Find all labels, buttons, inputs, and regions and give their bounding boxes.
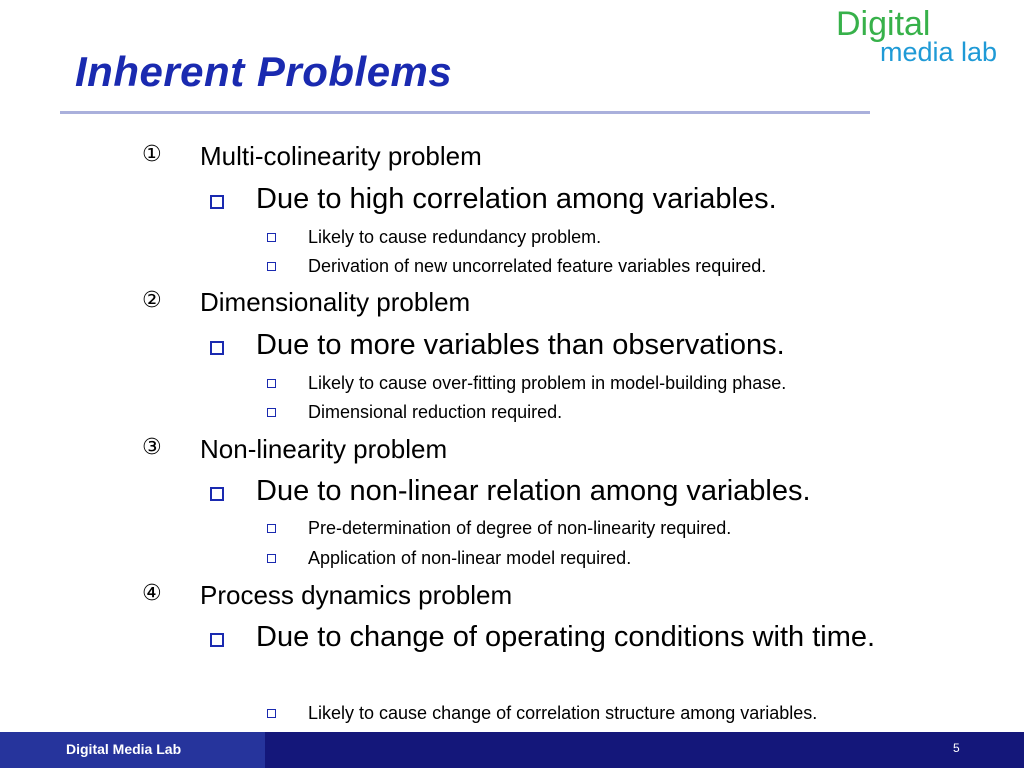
- digital-media-lab-logo: [836, 5, 1020, 65]
- problem-number-4: ④: [142, 581, 162, 606]
- square-bullet-icon: [267, 408, 276, 417]
- square-bullet-icon: [267, 262, 276, 271]
- problem-number-2: ②: [142, 288, 162, 313]
- footer-label-box: [0, 732, 265, 768]
- square-bullet-icon: [210, 195, 224, 209]
- problem-number-3: ③: [142, 435, 162, 460]
- page-number: 5: [953, 741, 960, 755]
- square-bullet-icon: [210, 341, 224, 355]
- square-bullet-icon: [267, 709, 276, 718]
- problem-label-2: Dimensionality problem: [200, 287, 471, 317]
- logo-line-1: Digital: [836, 5, 931, 43]
- problem-label-1: Multi-colinearity problem: [200, 141, 482, 171]
- footer-label: Digital Media Lab: [66, 741, 182, 757]
- square-bullet-icon: [267, 554, 276, 563]
- slide-footer: [0, 732, 1024, 768]
- title-divider: [60, 111, 870, 114]
- logo-line-2: media lab: [880, 37, 998, 67]
- problem-label-4: Process dynamics problem: [200, 580, 513, 610]
- square-bullet-icon: [267, 524, 276, 533]
- problem-label-3: Non-linearity problem: [200, 434, 448, 464]
- square-bullet-icon: [267, 379, 276, 388]
- square-bullet-icon: [210, 633, 224, 647]
- slide-title: Inherent Problems: [75, 48, 453, 95]
- square-bullet-icon: [210, 487, 224, 501]
- problem-number-1: ①: [142, 142, 162, 167]
- square-bullet-icon: [267, 233, 276, 242]
